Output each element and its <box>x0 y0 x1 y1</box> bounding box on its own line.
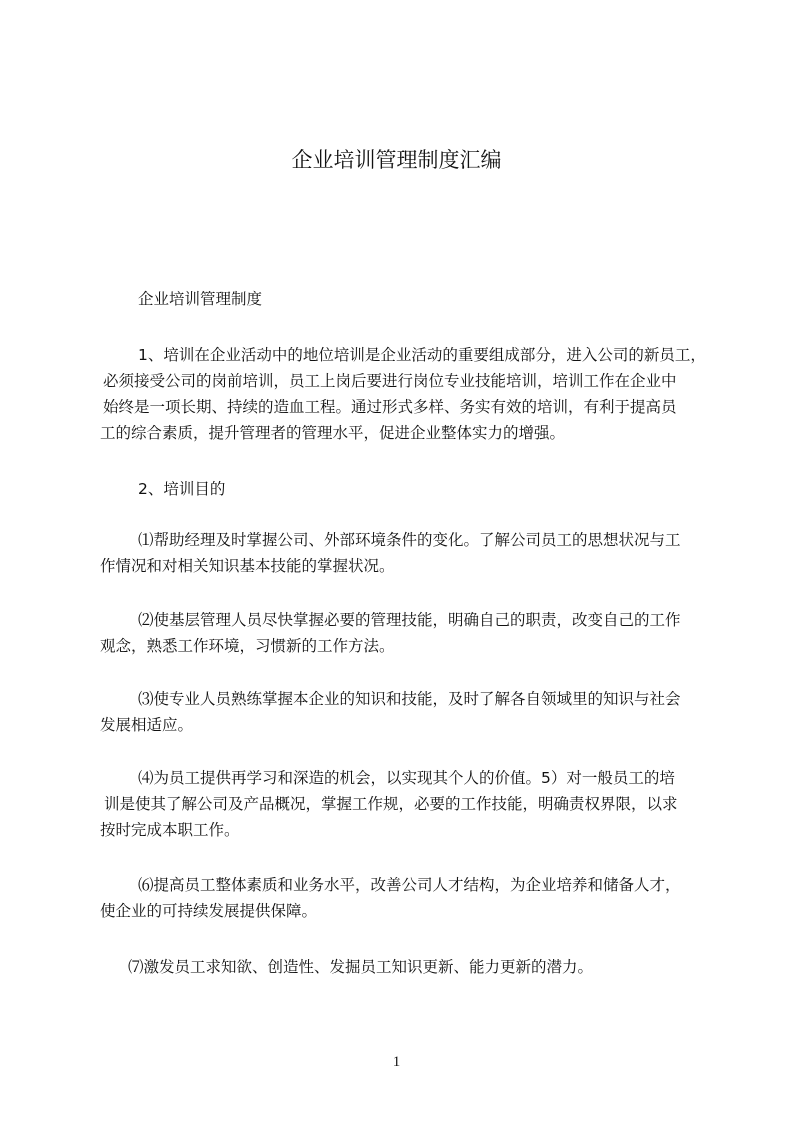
text-line: 1、培训在企业活动中的地位培训是企业活动的重要组成部分，进入公司的新员工， <box>138 346 706 364</box>
text-line: ⑴帮助经理及时掌握公司、外部环境条件的变化。了解公司员工的思想状况与工 <box>138 531 681 549</box>
text-line: 使企业的可持续发展提供保障。 <box>100 902 318 920</box>
text-line: ⑷为员工提供再学习和深造的机会，以实现其个人的价值。5）对一般员工的培 <box>138 769 675 787</box>
text-line: 观念，熟悉工作环境，习惯新的工作方法。 <box>100 637 395 655</box>
text-line: ⑺激发员工求知欲、创造性、发掘员工知识更新、能力更新的潜力。 <box>128 958 594 976</box>
text-line: 工的综合素质，提升管理者的管理水平，促进企业整体实力的增强。 <box>100 424 566 442</box>
text-line: 必须接受公司的岗前培训，员工上岗后要进行岗位专业技能培训，培训工作在企业中 <box>103 372 677 390</box>
text-line: ⑵使基层管理人员尽快掌握必要的管理技能，明确自己的职责，改变自己的工作 <box>138 611 681 629</box>
text-line: ⑹提高员工整体素质和业务水平，改善公司人才结构，为企业培养和储备人才， <box>138 876 681 894</box>
text-line: 始终是一项长期、持续的造血工程。通过形式多样、务实有效的培训，有利于提高员 <box>103 398 677 416</box>
document-title: 企业培训管理制度汇编 <box>291 148 502 172</box>
text-line: ⑶使专业人员熟练掌握本企业的知识和技能，及时了解各自领域里的知识与社会 <box>138 690 681 708</box>
text-line: 按时完成本职工作。 <box>100 821 240 839</box>
page-number: 1 <box>392 1054 401 1070</box>
section-heading: 企业培训管理制度 <box>138 290 263 308</box>
text-line: 训是使其了解公司及产品概况，掌握工作规，必要的工作技能，明确责权界限，以求 <box>104 795 678 813</box>
subheading-training-goals: 2、培训目的 <box>138 480 226 498</box>
text-line: 作情况和对相关知识基本技能的掌握状况。 <box>100 557 395 575</box>
text-line: 发展相适应。 <box>100 716 194 734</box>
